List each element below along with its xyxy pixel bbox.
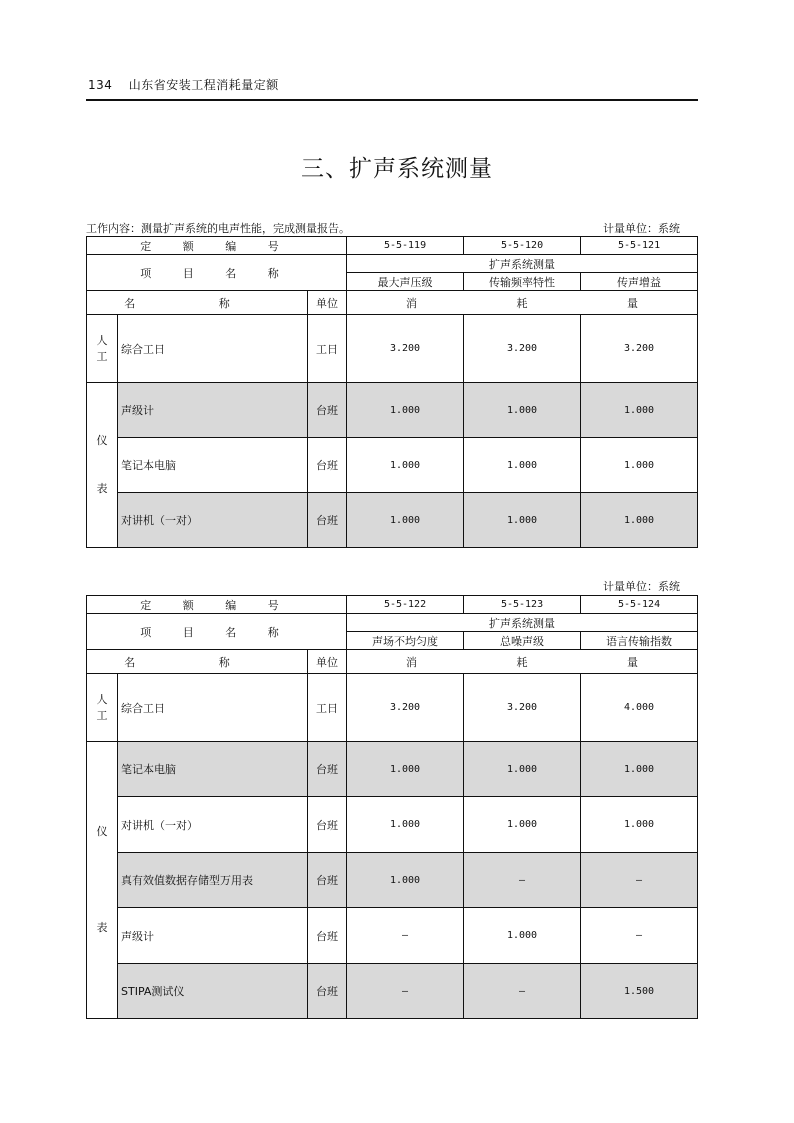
- instrument-row: [87, 853, 698, 908]
- instrument-unit: 台班: [308, 853, 347, 908]
- work-content: 工作内容：测量扩声系统的电声性能，完成测量报告。: [86, 222, 350, 235]
- subitem: 总噪声级: [464, 632, 581, 650]
- item-group-row: [87, 614, 698, 632]
- instrument-unit: 台班: [308, 964, 347, 1019]
- quota-code: 5-5-119: [347, 237, 464, 255]
- instrument-name: 对讲机（一对）: [118, 493, 308, 548]
- labor-value: 3.200: [464, 315, 581, 383]
- instrument-name: 笔记本电脑: [118, 742, 308, 797]
- consume-char: 量: [627, 655, 639, 669]
- group-char: 工: [96, 708, 108, 722]
- group-char: 表: [96, 482, 108, 495]
- instrument-value: 1.500: [581, 964, 698, 1019]
- instrument-value: 1.000: [347, 493, 464, 548]
- instrument-row: [87, 383, 698, 438]
- instrument-value: —: [347, 964, 464, 1019]
- instrument-value: 1.000: [347, 853, 464, 908]
- instrument-name: 对讲机（一对）: [118, 797, 308, 853]
- instrument-row: [87, 797, 698, 853]
- instrument-unit: 台班: [308, 742, 347, 797]
- unit-note-2: 计量单位：系统: [603, 580, 680, 593]
- instrument-value: 1.000: [464, 493, 581, 548]
- quota-label: 定 额 编 号: [87, 237, 347, 255]
- group-char: 人: [96, 692, 108, 706]
- subitem: 语言传输指数: [581, 632, 698, 650]
- quota-table-1: [86, 236, 698, 548]
- instrument-value: —: [464, 853, 581, 908]
- book-title: 山东省安装工程消耗量定额: [128, 78, 279, 92]
- instrument-row: [87, 742, 698, 797]
- column-header-row: [87, 650, 698, 674]
- instrument-value: —: [464, 964, 581, 1019]
- instrument-name: 声级计: [118, 383, 308, 438]
- labor-row: [87, 674, 698, 742]
- unit-label: 单位: [308, 650, 347, 674]
- column-header-row: [87, 291, 698, 315]
- name-label: 名 称: [87, 650, 308, 674]
- unit-note-1: 计量单位：系统: [603, 222, 680, 235]
- labor-value: 3.200: [581, 315, 698, 383]
- subitem: 传输频率特性: [464, 273, 581, 291]
- consume-char: 消: [406, 655, 418, 669]
- instrument-value: 1.000: [581, 493, 698, 548]
- consume-char: 耗: [516, 296, 528, 310]
- instrument-value: —: [581, 908, 698, 964]
- group-char: 人: [96, 333, 108, 347]
- unit-label: 单位: [308, 291, 347, 315]
- consume-char: 消: [406, 296, 418, 310]
- instrument-value: 1.000: [347, 438, 464, 493]
- instrument-value: 1.000: [347, 383, 464, 438]
- labor-value: 3.200: [347, 315, 464, 383]
- group-char: 仪: [96, 434, 108, 447]
- instrument-name: 笔记本电脑: [118, 438, 308, 493]
- instrument-value: 1.000: [464, 797, 581, 853]
- quota-code: 5-5-124: [581, 596, 698, 614]
- group-char: 表: [96, 921, 108, 934]
- header-rule: [86, 99, 698, 101]
- quota-code: 5-5-121: [581, 237, 698, 255]
- consume-char: 耗: [516, 655, 528, 669]
- instrument-group-label: [87, 383, 118, 548]
- subitem: 传声增益: [581, 273, 698, 291]
- quota-code: 5-5-122: [347, 596, 464, 614]
- instrument-unit: 台班: [308, 438, 347, 493]
- instrument-row: [87, 964, 698, 1019]
- quota-code-row: [87, 237, 698, 255]
- labor-unit: 工日: [308, 315, 347, 383]
- instrument-unit: 台班: [308, 797, 347, 853]
- labor-row: [87, 315, 698, 383]
- instrument-value: 1.000: [581, 797, 698, 853]
- quota-table-2: [86, 595, 698, 1019]
- group-char: 仪: [96, 825, 108, 838]
- quota-code: 5-5-120: [464, 237, 581, 255]
- instrument-name: 声级计: [118, 908, 308, 964]
- page-number: 134: [88, 78, 113, 92]
- quota-code: 5-5-123: [464, 596, 581, 614]
- item-label: 项 目 名 称: [87, 255, 347, 291]
- quota-label: 定 额 编 号: [87, 596, 347, 614]
- group-char: 工: [96, 349, 108, 363]
- instrument-value: 1.000: [347, 797, 464, 853]
- instrument-unit: 台班: [308, 383, 347, 438]
- group-label: 扩声系统测量: [347, 614, 698, 632]
- instrument-value: 1.000: [581, 438, 698, 493]
- section-title: 三、扩声系统测量: [301, 156, 493, 182]
- instrument-value: —: [347, 908, 464, 964]
- consume-label: [347, 650, 698, 674]
- labor-name: 综合工日: [118, 315, 308, 383]
- running-header: [88, 76, 279, 93]
- labor-name: 综合工日: [118, 674, 308, 742]
- instrument-value: 1.000: [347, 742, 464, 797]
- instrument-name: 真有效值数据存储型万用表: [118, 853, 308, 908]
- labor-value: 3.200: [464, 674, 581, 742]
- labor-group-label: [87, 674, 118, 742]
- instrument-unit: 台班: [308, 908, 347, 964]
- instrument-value: 1.000: [464, 742, 581, 797]
- instrument-group-label: [87, 742, 118, 1019]
- subitem: 声场不均匀度: [347, 632, 464, 650]
- labor-value: 3.200: [347, 674, 464, 742]
- instrument-value: —: [581, 853, 698, 908]
- consume-char: 量: [627, 296, 639, 310]
- instrument-row: [87, 908, 698, 964]
- instrument-row: [87, 438, 698, 493]
- instrument-value: 1.000: [581, 742, 698, 797]
- instrument-value: 1.000: [464, 438, 581, 493]
- item-label: 项 目 名 称: [87, 614, 347, 650]
- instrument-value: 1.000: [581, 383, 698, 438]
- instrument-row: [87, 493, 698, 548]
- quota-code-row: [87, 596, 698, 614]
- instrument-name: STIPA测试仪: [118, 964, 308, 1019]
- instrument-value: 1.000: [464, 383, 581, 438]
- instrument-value: 1.000: [464, 908, 581, 964]
- item-group-row: [87, 255, 698, 273]
- labor-value: 4.000: [581, 674, 698, 742]
- name-label: 名 称: [87, 291, 308, 315]
- subitem: 最大声压级: [347, 273, 464, 291]
- group-label: 扩声系统测量: [347, 255, 698, 273]
- consume-label: [347, 291, 698, 315]
- labor-unit: 工日: [308, 674, 347, 742]
- instrument-unit: 台班: [308, 493, 347, 548]
- labor-group-label: [87, 315, 118, 383]
